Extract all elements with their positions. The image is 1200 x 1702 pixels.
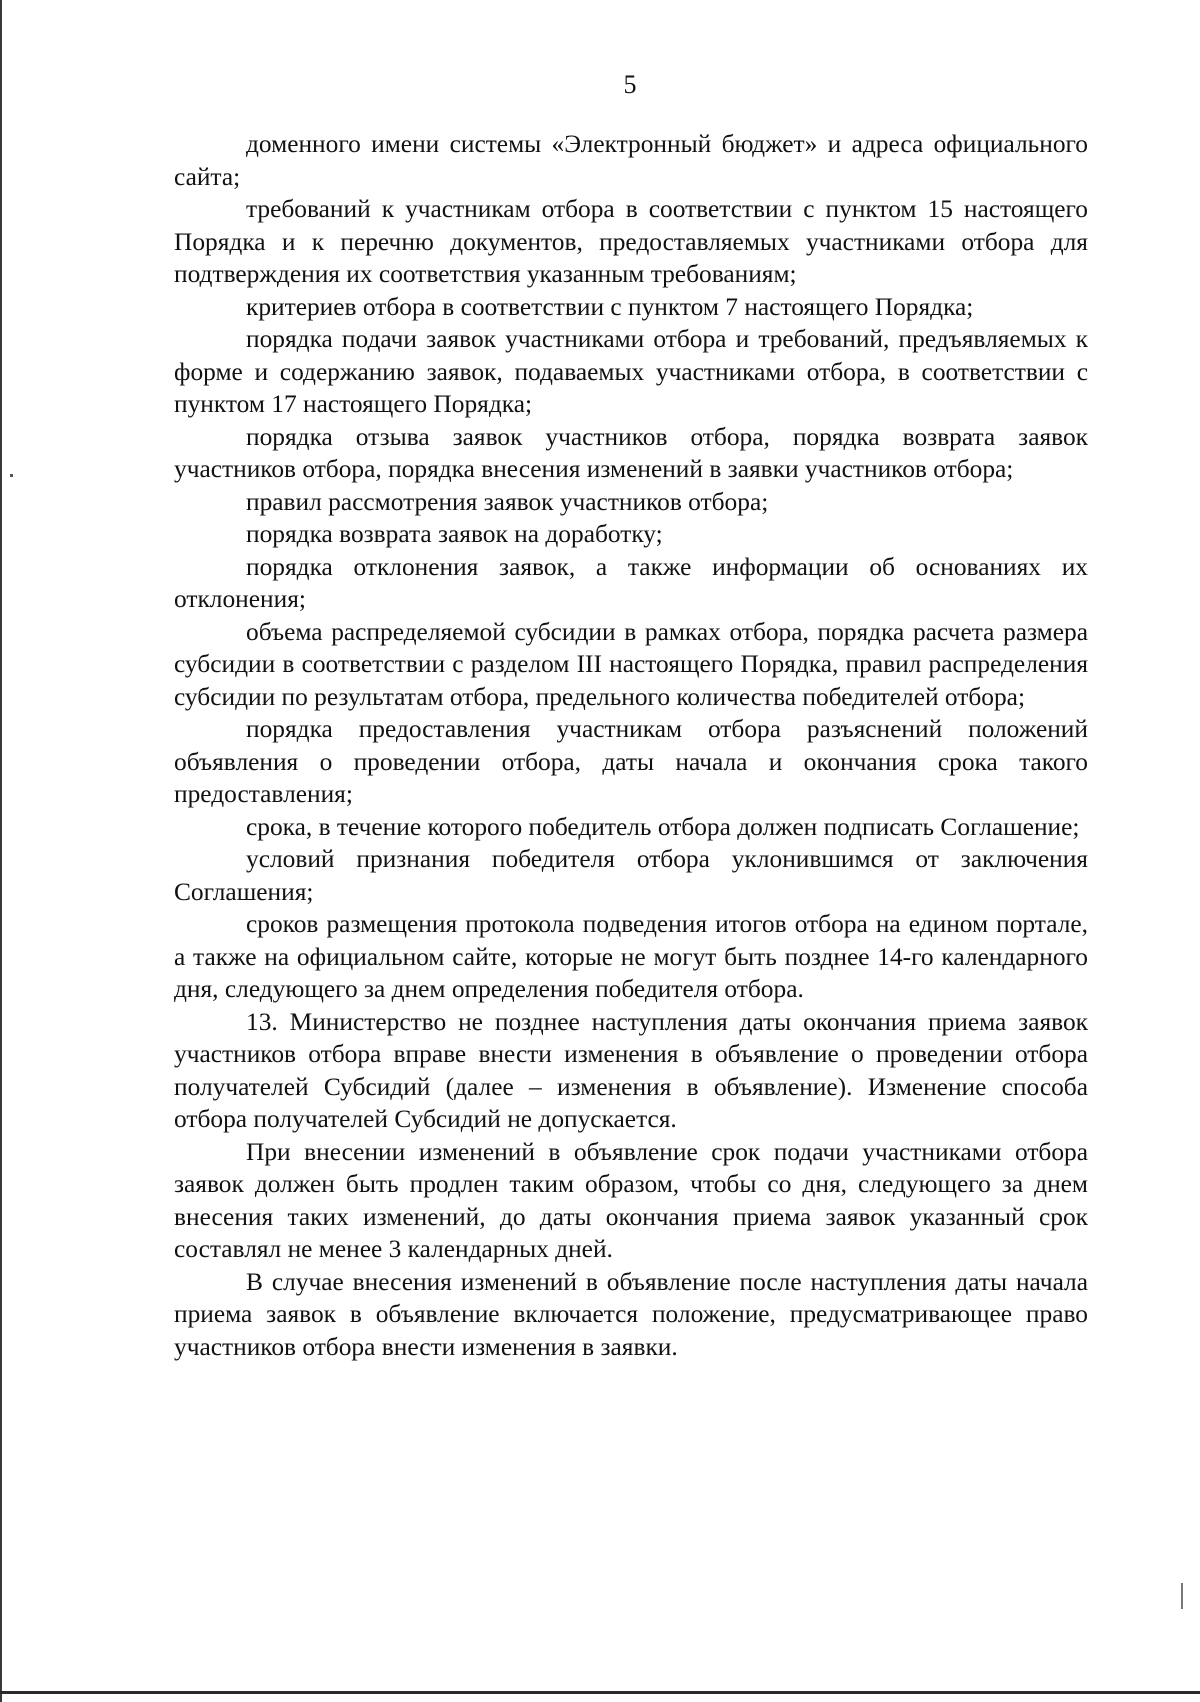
paragraph-return-for-revision: порядка возврата заявок на доработку; bbox=[246, 520, 663, 548]
paragraph-rejection-procedure: порядка отклонения заявок, а также информации об основаниях их отклонения; bbox=[174, 552, 1088, 613]
paragraph-clause-13: 13. Министерство не позднее наступления даты окончания приема заявок участников отбора вправе внести изменения в объявление о проведении отбора получателей Субсидий (далее – изменения в объявление). Изменение способа отбора получателей Субсидий не допускается. bbox=[174, 1007, 1088, 1133]
paragraph-participant-requirements: требований к участникам отбора в соответствии с пунктом 15 настоящего Порядка и к перечню документов, предоставляемых участниками отбора для подтверждения их соответствия указанным требованиям; bbox=[174, 195, 1088, 288]
paragraph-withdrawal-procedure: порядка отзыва заявок участников отбора, порядка возврата заявок участников отбора, порядка внесения изменений в заявки участников отбора; bbox=[174, 422, 1088, 483]
paragraph-changes-after-start: В случае внесения изменений в объявление после наступления даты начала приема заявок в объявление включается положение, предусматривающее право участников отбора внести изменения в заявки. bbox=[174, 1267, 1088, 1361]
paragraph-evasion-conditions: условий признания победителя отбора уклонившимся от заключения Соглашения; bbox=[174, 845, 1088, 906]
paragraph-deadline-extension: При внесении изменений в объявление срок подачи участниками отбора заявок должен быть продлен таким образом, чтобы со дня, следующего за днем внесения таких изменений, до даты окончания приема заявок указанный срок составлял не менее 3 календарных дней. bbox=[174, 1137, 1088, 1263]
paragraph-clarifications: порядка предоставления участникам отбора разъяснений положений объявления о проведении отбора, даты начала и окончания срока такого предоставления; bbox=[174, 715, 1088, 808]
paragraph-review-rules: правил рассмотрения заявок участников отбора; bbox=[246, 487, 769, 516]
paragraph-selection-criteria: критериев отбора в соответствии с пунктом 7 настоящего Порядка; bbox=[246, 292, 974, 321]
page-bottom-edge bbox=[0, 1691, 1200, 1694]
document-body bbox=[174, 128, 1088, 1363]
scan-artifact-mark bbox=[1181, 1583, 1183, 1609]
paragraph-agreement-deadline: срока, в течение которого победитель отбора должен подписать Соглашение; bbox=[246, 812, 1080, 841]
paragraph-domain-name: доменного имени системы «Электронный бюджет» и адреса официального сайта; bbox=[174, 130, 1088, 191]
page-left-edge bbox=[0, 0, 2, 1702]
paragraph-protocol-publication: сроков размещения протокола подведения итогов отбора на едином портале, а также на официальном сайте, которые не могут быть позднее 14-го календарного дня, следующего за днем определения победителя отбора. bbox=[174, 910, 1088, 1003]
paragraph-application-procedure: порядка подачи заявок участниками отбора и требований, предъявляемых к форме и содержанию заявок, подаваемых участниками отбора, в соответствии с пунктом 17 настоящего Порядка; bbox=[174, 325, 1088, 418]
paragraph-subsidy-volume: объема распределяемой субсидии в рамках отбора, порядка расчета размера субсидии в соответствии с разделом III настоящего Порядка, правил распределения субсидии по результатам отбора, предельного количества победителей отбора; bbox=[174, 617, 1088, 711]
scan-artifact-dot bbox=[10, 474, 13, 477]
page-number: 5 bbox=[623, 70, 637, 99]
